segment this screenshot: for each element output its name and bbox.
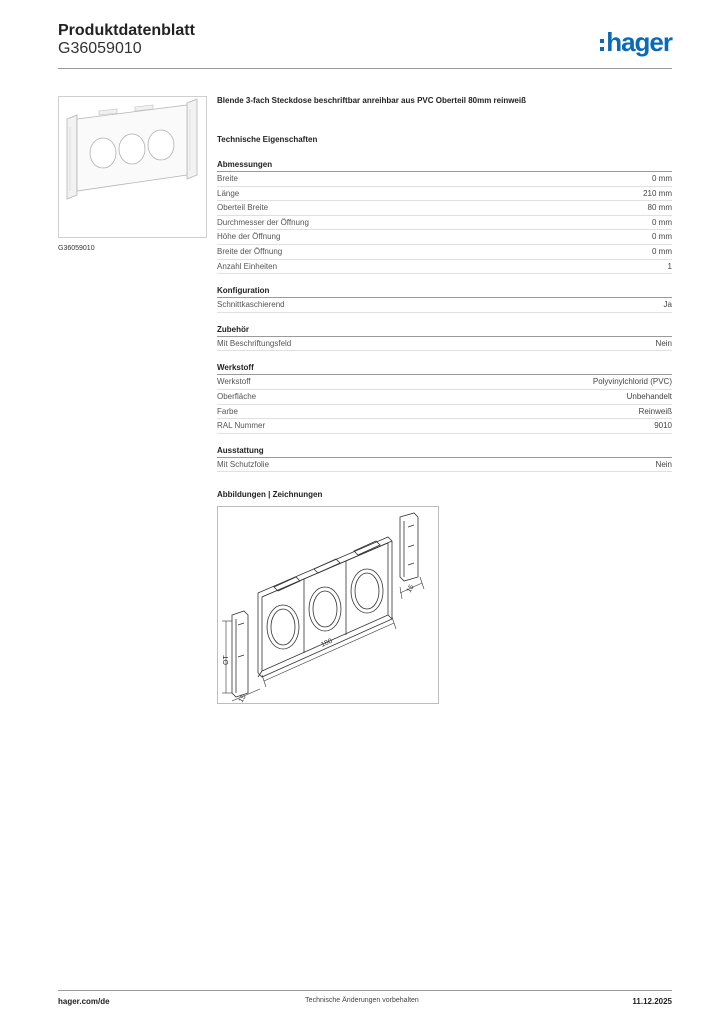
spec-value: Polyvinylchlorid (PVC) <box>592 377 672 387</box>
spec-label: Breite der Öffnung <box>217 246 283 256</box>
section-heading: Konfiguration <box>217 286 672 298</box>
spec-row <box>217 216 672 231</box>
spec-row <box>217 260 672 275</box>
spec-value: Reinweiß <box>638 406 672 416</box>
spec-label: Durchmesser der Öffnung <box>217 217 309 227</box>
spec-value: 0 mm <box>652 232 672 242</box>
spec-row <box>217 172 672 187</box>
spec-row <box>217 405 672 420</box>
spec-label: Schnittkaschierend <box>217 300 285 310</box>
spec-value: 210 mm <box>643 188 672 198</box>
spec-row <box>217 298 672 313</box>
spec-value: 80 mm <box>647 203 672 213</box>
spec-label: Oberfläche <box>217 391 257 401</box>
spec-label: Anzahl Einheiten <box>217 261 278 271</box>
dim-width-label: 180 <box>319 637 334 650</box>
spec-label: Farbe <box>217 406 238 416</box>
spec-label: Breite <box>217 174 238 183</box>
spec-row <box>217 201 672 216</box>
section-heading: Zubehör <box>217 325 672 337</box>
spec-sections <box>217 160 672 472</box>
product-thumbnail <box>58 96 207 238</box>
tech-heading: Technische Eigenschaften <box>217 135 318 144</box>
spec-label: Höhe der Öffnung <box>217 232 281 242</box>
spec-value: Nein <box>655 459 672 469</box>
thumbnail-caption: G36059010 <box>58 245 95 252</box>
dim-right-label: 15 <box>405 584 416 595</box>
technical-drawing-image <box>218 507 438 703</box>
spec-value: 1 <box>667 261 672 271</box>
page-title: Produktdatenblatt <box>58 22 195 39</box>
spec-label: Werkstoff <box>217 377 251 387</box>
spec-row <box>217 419 672 434</box>
spec-section <box>217 363 672 433</box>
spec-label: RAL Nummer <box>217 421 266 431</box>
section-heading: Ausstattung <box>217 446 672 458</box>
spec-section <box>217 286 672 313</box>
spec-section <box>217 160 672 274</box>
logo-text: hager <box>606 27 672 57</box>
spec-label: Länge <box>217 188 240 198</box>
spec-row <box>217 390 672 405</box>
section-heading: Abmessungen <box>217 160 672 172</box>
footer-date: 11.12.2025 <box>632 997 672 1006</box>
article-number: G36059010 <box>58 40 142 57</box>
section-heading: Werkstoff <box>217 363 672 375</box>
spec-value: 0 mm <box>652 246 672 256</box>
datasheet-content <box>217 96 672 704</box>
header-divider <box>58 68 672 69</box>
hager-logo <box>600 28 672 56</box>
spec-row <box>217 187 672 202</box>
footer-website[interactable]: hager.com/de <box>58 997 110 1006</box>
spec-row <box>217 375 672 390</box>
spec-section <box>217 325 672 352</box>
spec-section <box>217 446 672 473</box>
footer-divider <box>58 990 672 991</box>
footer-disclaimer: Technische Änderungen vorbehalten <box>305 997 419 1004</box>
logo-dots-icon <box>600 39 604 51</box>
spec-value: 9010 <box>654 421 672 431</box>
spec-value: 0 mm <box>652 217 672 227</box>
spec-value: Nein <box>655 338 672 348</box>
spec-label: Oberteil Breite <box>217 203 269 213</box>
spec-value: 0 mm <box>652 174 672 183</box>
spec-value: Ja <box>663 300 672 310</box>
spec-value: Unbehandelt <box>626 391 672 401</box>
spec-row <box>217 458 672 473</box>
product-thumbnail-image <box>59 97 206 237</box>
drawings-heading: Abbildungen | Zeichnungen <box>217 490 323 500</box>
spec-label: Mit Schutzfolie <box>217 459 270 469</box>
spec-row <box>217 245 672 260</box>
dim-left-label: 15 <box>237 694 248 704</box>
spec-label: Mit Beschriftungsfeld <box>217 338 292 348</box>
product-title: Blende 3-fach Steckdose beschriftbar anreihbar aus PVC Oberteil 80mm reinweiß <box>217 96 526 105</box>
dim-height-label: OT <box>223 655 230 666</box>
technical-drawing <box>217 506 439 704</box>
spec-row <box>217 337 672 352</box>
spec-row <box>217 230 672 245</box>
